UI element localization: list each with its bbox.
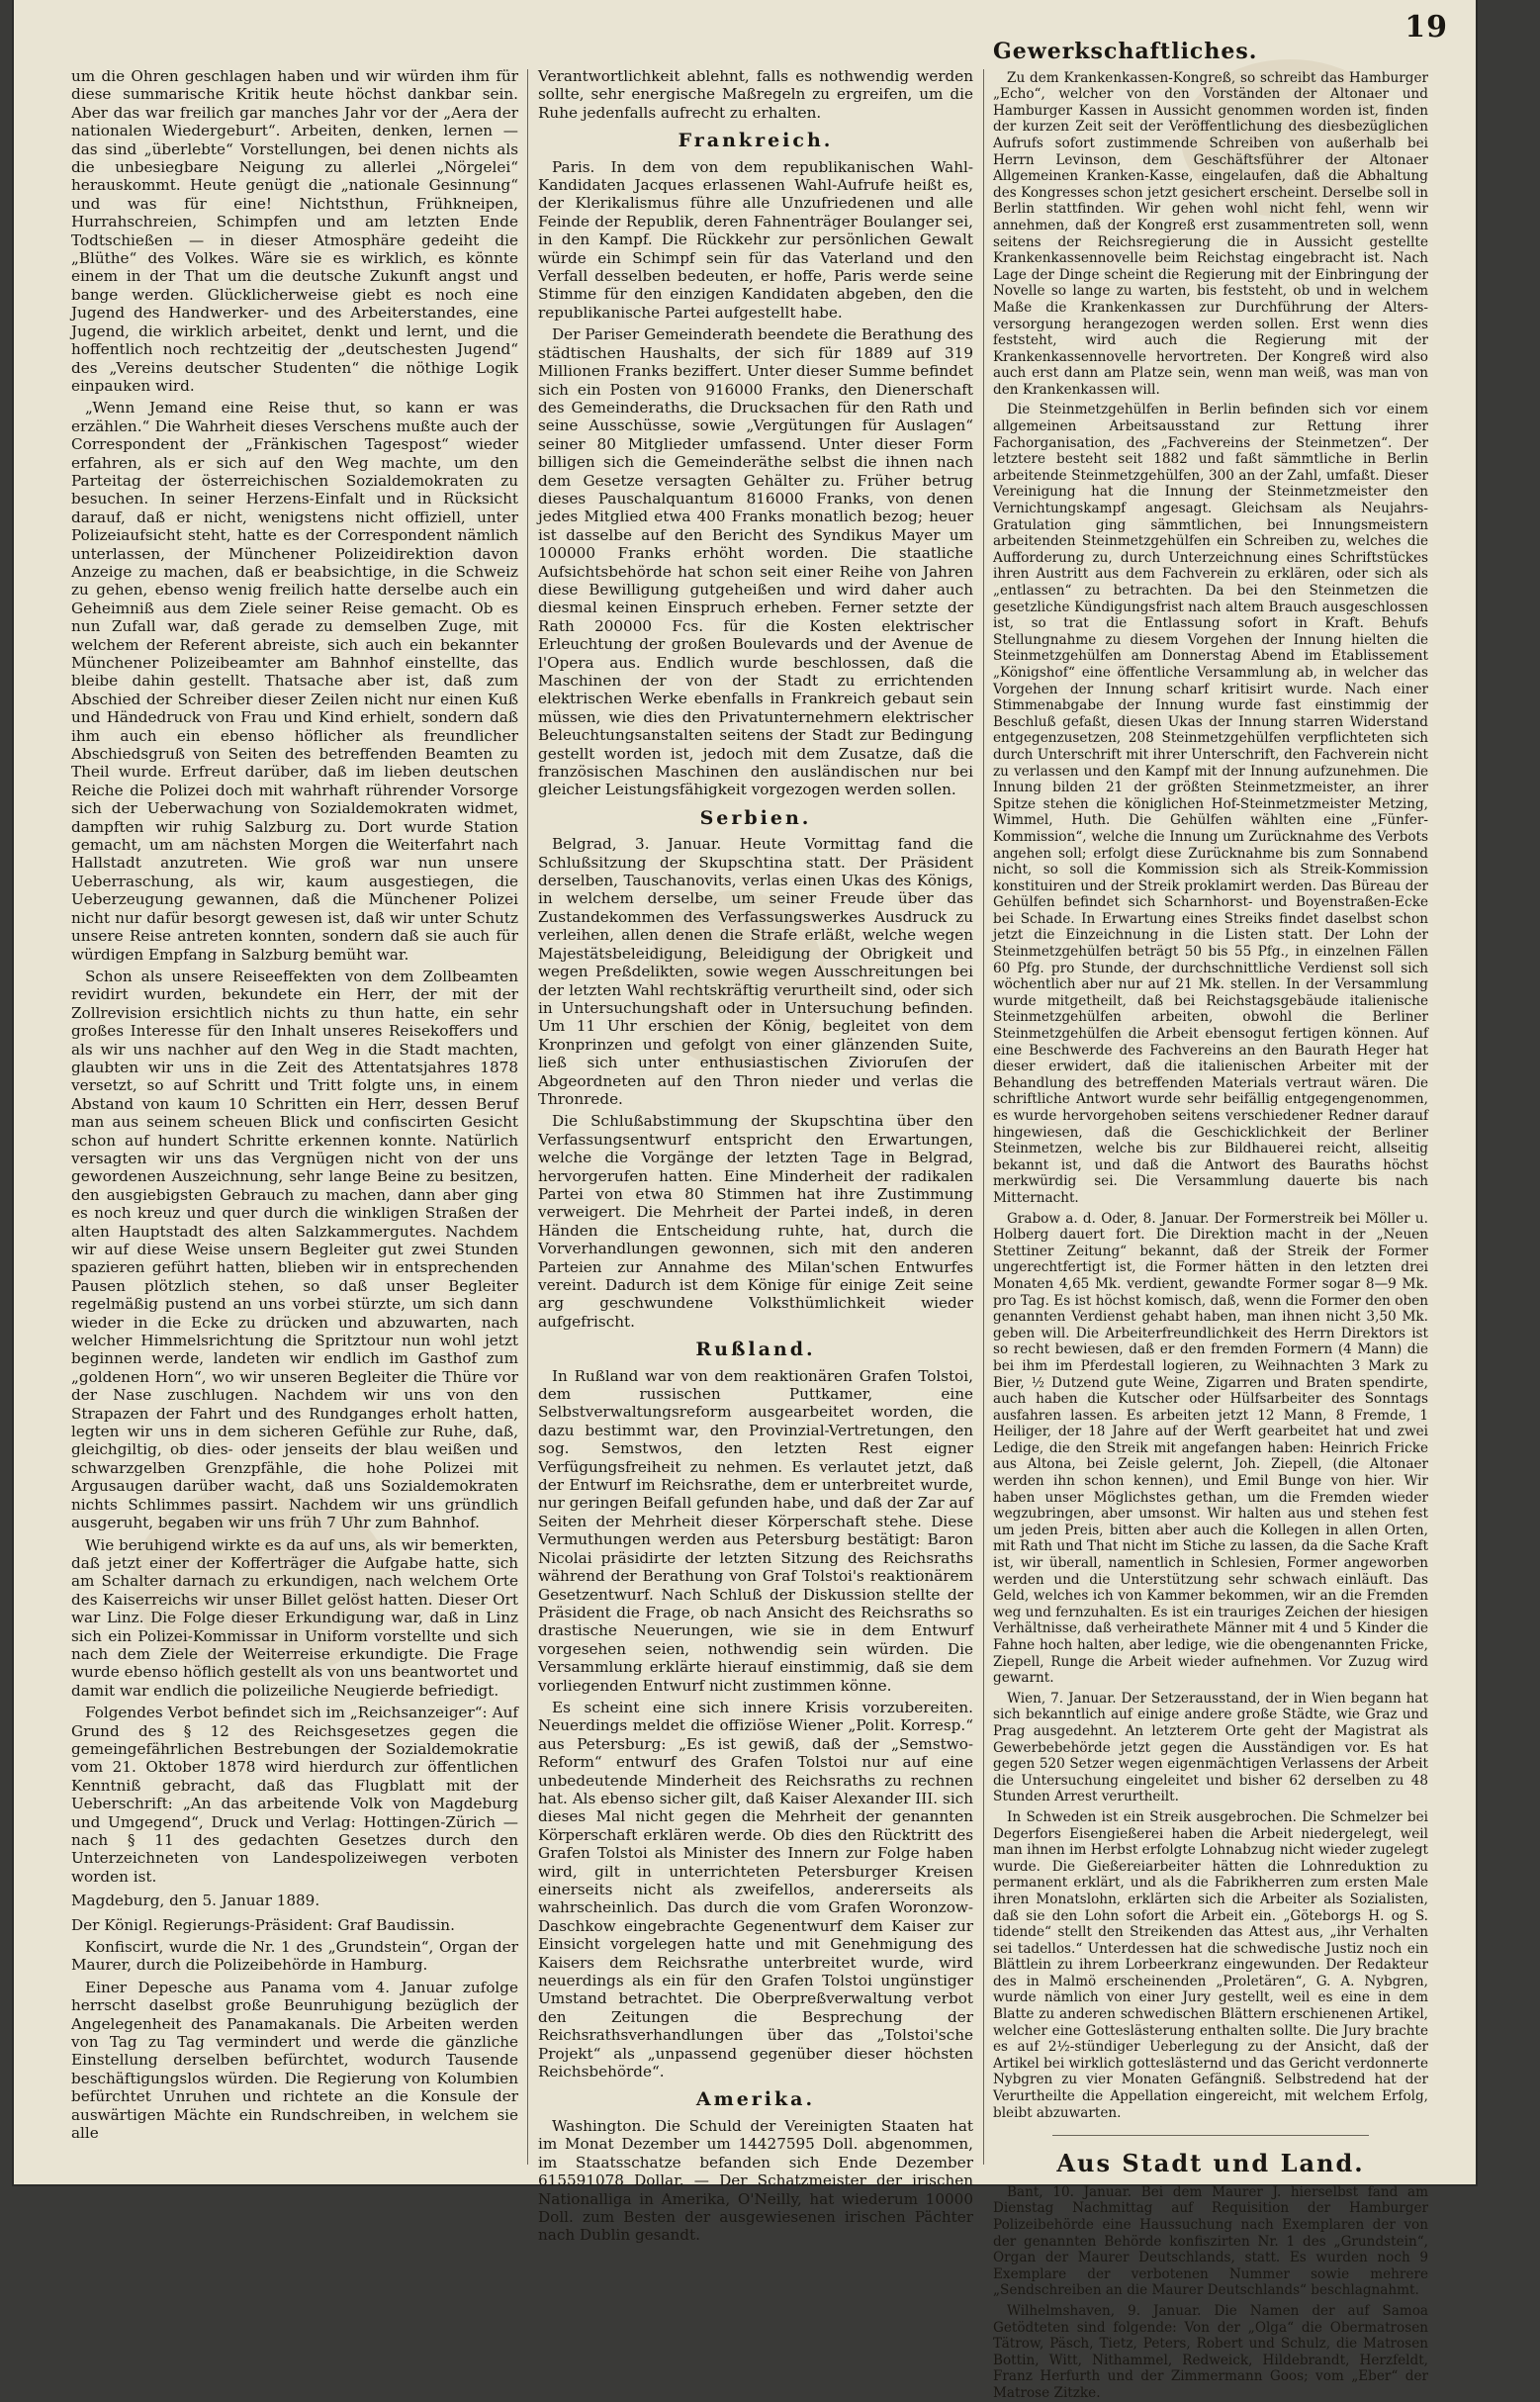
article-paragraph: Die Steinmetzgehülfen in Berlin befinden sich vor einem allgemeinen Arbeitsausstand zur Rettung ihrer Fachorganisation, des „Fachvereins der Steinmetzen“. Der letztere besteht seit 1882 und faßt sämmtliche in Berlin arbeitende Steinmetzgehülfen, 300 an der Zahl, umfaßt. Dieser Vereinigung hat die Innung der Steinmetzmeister den Vernichtungskampf angesagt. Gleichsam als Neujahrs-Gratulation ging sämmtlichen, bei Innungsmeistern arbeitenden Steinmetzgehülfen ein Schreiben zu, welches die Aufforderung zu, durch Unterzeichnung eines Schriftstückes ihren Austritt aus dem Fachverein zu erklären, oder sich als „entlassen“ zu betrachten. Da bei den Steinmetzen die gesetzliche Kündigungsfrist nach altem Brauch ausgeschlossen ist, so trat die Entlassung sofort in Kraft. Behufs Stellungnahme zu diesem Vorgehen der Innung hielten die Steinmetzgehülfen am Donnerstag Abend im Etablissement „Königshof“ eine öffentliche Versammlung ab, in welcher das Vorgehen der Innung scharf kritisirt wurde. Nach einer Stimmenabgabe der Innung wurde fast einstimmig der Beschluß gefaßt, diesen Ukas der Innung starren Widerstand entgegenzusetzen, 208 Steinmetzgehülfen verpflichteten sich durch Unterschrift mit ihrer Unterschrift, den Fachverein nicht zu verlassen und den Kampf mit der Innung aufzunehmen. Die Innung bilden 21 der größten Steinmetzmeister, an ihrer Spitze stehen die königlichen Hof-Steinmetzmeister Metzing, Wimmel, Huth. Die Gehülfen wählten eine „Fünfer-Kommission“, welche die Innung um Zurücknahme des Verbots angehen soll; erfolgt diese Zurücknahme bis zum Sonnabend nicht, so soll die Kommission sich als Streik-Kommission konstituiren und der Streik proklamirt werden. Das Büreau der Gehülfen befindet sich Scharnhorst- und Boyenstraßen-Ecke bei Schade. In Erwartung eines Streiks findet daselbst schon jetzt die Einzeichnung in die Listen statt. Der Lohn der Steinmetzgehülfen beträgt 50 bis 55 Pfg., in einzelnen Fällen 60 Pfg. pro Stunde, der durchschnittliche Verdienst soll sich wöchentlich aber nur auf 21 Mk. stellen. In der Versammlung wurde mitgetheilt, daß bei Reichstagsgebäude italienische Steinmetzgehülfen arbeiten, obwohl die Berliner Steinmetzgehülfen die Arbeit ebensogut fertigen können. Auf eine Beschwerde des Fachvereins an den Baurath Heger hat dieser erwidert, daß die italienischen Arbeiter mit der Behandlung des betreffenden Materials vertraut wären. Die schriftliche Antwort wurde sehr beifällig entgegengenommen, es wurde hervorgehoben seitens verschiedener Redner darauf hingewiesen, daß die Geschicklichkeit der Berliner Steinmetzen, welche bis zur Bildhauerei reicht, allseitig bekannt ist, und daß die Antwort des Bauraths höchst merkwürdig sei. Die Versammlung dauerte bis nach Mitternacht.: [993, 402, 1428, 1206]
article-paragraph: Folgendes Verbot befindet sich im „Reichsanzeiger“: Auf Grund des § 12 des Reichsgesetzes gegen die gemeingefährlichen Bestrebungen der Sozialdemokratie vom 21. Oktober 1878 wird hierdurch zur öffentlichen Kenntniß gebracht, daß das Flugblatt mit der Ueberschrift: „An das arbeitende Volk von Magdeburg und Umgegend“, Druck und Verlag: Hottingen-Zürich — nach § 11 des gedachten Gesetzes durch den Unterzeichneten von Landespolizeiwegen verboten worden ist.: [71, 1704, 518, 1886]
article-paragraph: Wilhelmshaven, 9. Januar. Die Namen der auf Samoa Getödteten sind folgende: Von der „Olga“ die Obermatrosen Tätrow, Päsch, Tietz, Peters, Robert und Schulz, die Matrosen Bottin, Witt, Nithammel, Redweick, Hildebrandt, Herzfeldt, Franz Herfurth und der Zimmermann Goos; vom „Eber“ der Matrose Zitzke.: [993, 2302, 1428, 2401]
section-heading-stadt-und-land: Aus Stadt und Land.: [1056, 2149, 1365, 2178]
article-paragraph: Wien, 7. Januar. Der Setzerausstand, der in Wien begann hat sich bekanntlich auf einige andere große Städte, wie Graz und Prag ausgedehnt. An letzterem Orte geht der Magistrat als Gewerbebehörde jetzt gegen die Ausständigen vor. Es hat gegen 520 Setzer wegen eigenmächtigen Verlassens der Arbeit die Untersuchung eingeleitet und bisher 62 derselben zu 48 Stunden Arrest verurtheilt.: [993, 1690, 1428, 1805]
article-paragraph: Washington. Die Schuld der Vereinigten Staaten hat im Monat Dezember um 14427595 Doll. abgenommen, im Staatsschatze befanden sich Ende Dezember 615591078 Dollar. — Der Schatzmeister der irischen Nationalliga in Amerika, O'Neilly, hat wiederum 10000 Doll. zum Besten der ausgewiesenen irischen Pächter nach Dublin gesandt.: [538, 2116, 973, 2245]
article-paragraph: Konfiscirt, wurde die Nr. 1 des „Grundstein“, Organ der Maurer, durch die Polizeibehörde in Hamburg.: [71, 1938, 518, 1975]
section-heading-amerika: Amerika.: [695, 2088, 816, 2111]
article-paragraph: Belgrad, 3. Januar. Heute Vormittag fand die Schlußsitzung der Skupschtina statt. Der Präsident derselben, Tauschanovits, verlas einen Ukas des Königs, in welchem derselbe, um seiner Freude über das Zustandekommen des Verfassungswerkes Ausdruck zu verleihen, allen denen die Strafe erläßt, welche wegen Majestätsbeleidigung, Beleidigung der Obrigkeit und wegen Preßdelikten, sowie wegen Ausschreitungen bei der letzten Wahl rechtskräftig verurtheilt sind, oder sich in Untersuchungshaft oder in Untersuchung befinden. Um 11 Uhr erschien der König, begleitet von dem Kronprinzen und gefolgt von einer glänzenden Suite, ließ sich unter enthusiastischen Zivioruſen der Abgeordneten auf den Thron nieder und verlas die Thronrede.: [538, 835, 973, 1108]
column-rule: [527, 69, 528, 2165]
article-paragraph: um die Ohren geschlagen haben und wir würden ihm für diese summarische Kritik heute höchst dankbar sein. Aber das war freilich gar manches Jahr vor der „Aera der nationalen Wiedergeburt“. Arbeiten, denken, lernen — das sind „überlebte“ Vorstellungen, bei denen nichts als die unbesiegbare Neigung zu allerlei „Nörgelei“ herauskommt. Heute genügt die „nationale Gesinnung“ und was für eine! Nichtsthun, Frühkneipen, Hurrahschreien, Schimpfen und am letzten Ende Todtschießen — in dieser Atmosphäre gedeiht die „Blüthe“ des Volkes. Wäre sie es wirklich, es könnte einem in der That um die deutsche Zukunft angst und bange werden. Glücklicherweise giebt es noch eine Jugend des Handwerker- und des Arbeiterstandes, eine Jugend, die wirklich arbeitet, denkt und lernt, und die hoffentlich noch rechtzeitig der „deutschesten Jugend“ des „Vereins deutscher Studenten“ die nöthige Logik einpauken wird.: [71, 67, 518, 395]
newspaper-page: [14, 0, 1476, 2401]
column-1: [71, 67, 518, 2165]
article-paragraph: Bant, 10. Januar. Bei dem Maurer J. hierselbst fand am Dienstag Nachmittag auf Requisition der Hamburger Polizeibehörde eine Haussuchung nach Exemplaren der von der genannten Behörde konfiszirten Nr. 1 des „Grundstein“, Organ der Maurer Deutschlands, statt. Es wurden noch 9 Exemplare der verbotenen Nummer sowie mehrere „Sendschreiben an die Maurer Deutschlands“ beschlagnahmt.: [993, 2183, 1428, 2299]
page-number: 19: [1404, 10, 1448, 45]
article-paragraph: „Wenn Jemand eine Reise thut, so kann er was erzählen.“ Die Wahrheit dieses Verschens mußte auch der Correspondent der „Fränkischen Tagespost“ wieder erfahren, als er sich auf den Weg machte, um den Parteitag der österreichischen Sozialdemokraten zu besuchen. In seiner Herzens-Einfalt und in Rücksicht darauf, daß er nicht, wenigstens nicht offiziell, unter Polizeiaufsicht steht, hatte es der Correspondent nämlich unterlassen, der Münchener Polizeidirektion davon Anzeige zu machen, daß er beabsichtige, in die Schweiz zu gehen, ebenso wenig freilich hatte derselbe auch ein Geheimniß aus dem Ziele seiner Reise gemacht. Ob es nun Zufall war, daß gerade zu demselben Zuge, mit welchem der Referent abreiste, sich auch ein bekannter Münchener Polizeibeamter am Bahnhof einstellte, das bleibe dahin gestellt. Thatsache aber ist, daß zum Abschied der Schreiber dieser Zeilen nicht nur einen Kuß und Händedruck von Frau und Kind erhielt, sondern daß ihm auch ein ebenso höflicher als freundlicher Abschiedsgruß von Seiten des betreffenden Beamten zu Theil wurde. Erfreut darüber, daß im lieben deutschen Reiche die Polizei doch mit wahrhaft rührender Vorsorge sich der Ueberwachung von Sozialdemokraten widmet, dampften wir ruhig Salzburg zu. Dort wurde Station gemacht, um am nächsten Morgen die Weiterfahrt nach Hallstadt anzutreten. Wie groß war nun unsere Ueberraschung, als wir, kaum ausgestiegen, die Ueberzeugung gewannen, daß die Münchener Polizei nicht nur dafür besorgt gewesen ist, daß wir unter Schutz unsere Reise antreten konnten, sondern daß sie auch für würdigen Empfang in Salzburg bemüht war.: [71, 399, 518, 964]
article-paragraph: Zu dem Krankenkassen-Kongreß, so schreibt das Hamburger „Echo“, welcher von den Vorständen der Altonaer und Hamburger Kassen in Aussicht genommen worden ist, finden der kurzen Zeit seit der Veröffentlichung des diesbezüglichen Aufrufs sofort zustimmende Schreiben von außerhalb bei Herrn Levinson, dem Geschäftsführer der Altonaer Allgemeinen Kranken-Kasse, eingelaufen, daß die Abhaltung des Kongresses schon jetzt gesichert erscheint. Derselbe soll in Berlin stattfinden. Wir gehen wohl nicht fehl, wenn wir annehmen, daß der Kongreß erst zusammentreten soll, wenn seitens der Reichsregierung die in Aussicht gestellte Krankenkassennovelle beim Reichstag eingebracht ist. Nach Lage der Dinge scheint die Regierung mit der Einbringung der Novelle so lange zu warten, bis feststeht, ob und in welchem Maße die Krankenkassen zur Durchführung der Alters- versorgung herangezogen werden sollen. Erst wenn dies feststeht, wird auch die Regierung mit der Krankenkassennovelle hervortreten. Der Kongreß wird also auch erst dann am Platze sein, wenn man weiß, was man von den Krankenkassen will.: [993, 69, 1428, 398]
article-paragraph: Einer Depesche aus Panama vom 4. Januar zufolge herrscht daselbst große Beunruhigung bezüglich der Angelegenheit des Panamakanals. Die Arbeiten werden von Tag zu Tag vermindert und werde die gänzliche Einstellung derselben befürchtet, wodurch Tausende beschäftigungslos würden. Die Regierung von Kolumbien befürchtet Unruhen und richtete an die Konsule der auswärtigen Mächte ein Rundschreiben, in welchem sie alle: [71, 1978, 518, 2143]
section-heading-serbien: Serbien.: [699, 806, 812, 829]
article-paragraph: Schon als unsere Reiseeffekten von dem Zollbeamten revidirt wurden, bekundete ein Herr, der mit der Zollrevision ersichtlich nichts zu thun hatte, ein sehr großes Interesse für den Inhalt unseres Reisekoffers und als wir uns nachher auf den Weg in die Stadt machten, glaubten wir uns in die Zeit des Attentatsjahres 1878 versetzt, so auf Schritt und Tritt folgte uns, in einem Abstand von kaum 10 Schritten ein Herr, dessen Beruf man aus seinem scheuen Blick und confiscirten Gesicht schon auf hundert Schritte erkennen konnte. Natürlich versagten wir uns das Vergnügen nicht von der uns gewordenen Auszeichnung, sehr lange Beine zu besitzen, den ausgiebigsten Gebrauch zu machen, dann aber ging es noch kreuz und quer durch die winkligen Straßen der alten Hauptstadt des alten Salzkammergutes. Nachdem wir auf diese Weise unsern Begleiter gut zwei Stunden spazieren geführt hatten, blieben wir in entsprechenden Pausen plötzlich stehen, so daß unser Begleiter regelmäßig pustend an uns vorbei stürzte, um sich dann wieder in die Ecke zu drücken und abzuwarten, nach welcher Himmelsrichtung die Spritztour nun wohl jetzt beginnen werde, landeten wir endlich im Gasthof zum „goldenen Horn“, wo wir unseren Begleiter die Thüre vor der Nase zuschlugen. Nachdem wir uns von den Strapazen der Fahrt und des Rundganges erholt hatten, legten wir uns in dem sicheren Gefühle zur Ruhe, daß, gleichgiltig, ob dies- oder jenseits der blau weißen und schwarzgelben Grenzpfähle, die hohe Polizei mit Argusaugen darüber wacht, daß uns Sozialdemokraten nichts Schlimmes passirt. Nachdem wir uns gründlich ausgeruht, begaben wir uns früh 7 Uhr zum Bahnhof.: [71, 967, 518, 1532]
article-paragraph: Der Pariser Gemeinderath beendete die Berathung des städtischen Haushalts, der sich für 1889 auf 319 Millionen Franks beziffert. Unter dieser Summe befindet sich ein Posten von 916000 Franks, den Dienerschaft des Gemeinderaths, die Drucksachen für den Rath und seine Ausschüsse, sowie „Vergütungen für Auslagen“ seiner 80 Mitglieder umfassend. Unter dieser Form billigen sich die Gemeinderäthe selbst die ihnen nach dem Gesetze versagten Gehälter zu. Früher betrug dieses Pauschalquantum 816000 Franks, von denen jedes Mitglied etwa 400 Franks monatlich bezog; heuer ist dasselbe auf den Bericht des Syndikus Mayer um 100000 Franks erhöht worden. Die staatliche Aufsichtsbehörde hat schon seit einer Reihe von Jahren diese Bewilligung gutgeheißen und wird daher auch diesmal keinen Einspruch erheben. Ferner setzte der Rath 200000 Fcs. für die Kosten elektrischer Erleuchtung der großen Boulevards und der Avenue de l'Opera aus. Endlich wurde beschlossen, daß die Maschinen der von der Stadt zu errichtenden elektrischen Werke ebenfalls in Frankreich gebaut sein müssen, wie dies den Privatunternehmern elektrischer Beleuchtungsanstalten seitens der Stadt zur Bedingung gestellt worden ist, jedoch mit dem Zusatze, daß die französischen Maschinen den ausländischen nur bei gleicher Leistungsfähigkeit vorgezogen werden sollen.: [538, 325, 973, 799]
signature-date: Magdeburg, den 5. Januar 1889.: [71, 1892, 320, 1910]
section-divider: [1052, 2135, 1369, 2136]
article-paragraph: Verantwortlichkeit ablehnt, falls es nothwendig werden sollte, sehr energische Maßregeln zu ergreifen, um die Ruhe jedenfalls aufrecht zu erhalten.: [538, 67, 973, 122]
column-2: [538, 67, 973, 2245]
column-3: [993, 39, 1428, 2401]
article-paragraph: Grabow a. d. Oder, 8. Januar. Der Formerstreik bei Möller u. Holberg dauert fort. Die Direktion macht in der „Neuen Stettiner Zeitung“ bekannt, daß der Streik der Former ungerechtfertigt ist, die Former hätten in den letzten drei Monaten 4,65 Mk. verdient, gewandte Former sogar 8—9 Mk. pro Tag. Es ist höchst komisch, daß, wenn die Former den oben genannten Verdienst gehabt haben, man ihnen nicht 3,50 Mk. geben will. Die Arbeiterfreundlichkeit des Herrn Direktors ist so recht bewiesen, daß er den fremden Formern (4 Mann) die bei ihm im Pferdestall logieren, zu Weihnachten 3 Mark zu Bier, ½ Dutzend gute Weine, Zigarren und Braten spendirte, auch haben die Kutscher oder Hülfsarbeiter des Sonntags ausfahren lassen. Es arbeiten jetzt 12 Mann, 8 Fremde, 1 Heiliger, der 18 Jahre auf der Werft gearbeitet hat und zwei Ledige, die den Streik mit angefangen haben: Heinrich Fricke aus Altona, bei Zeisle gelernt, Joh. Ziepell, (die Altonaer werden ihn schon kennen), und Emil Bunge von hier. Wir haben unser Möglichstes gethan, um die Fremden wieder wegzubringen, aber umsonst. Wir halten aus und stehen fest um jeden Preis, bitten aber auch die Kollegen in allen Orten, mit Rath und That nicht im Stiche zu lassen, da die Sache Kraft ist, wir überall, namentlich in Schlesien, Former angeworben werden und die Unterstützung sehr schwach einläuft. Das Geld, welches ich von Kammer bekommen, wir an die Fremden weg und fernzuhalten. Es ist ein trauriges Zeichen der hiesigen Verhältnisse, daß verheirathete Männer mit 4 und 5 Kinder die Fahne hoch halten, aber ledige, wie die obengenannten Fricke, Ziepell, Runge die Arbeit wieder aufnehmen. Vor Zuzug wird gewarnt.: [993, 1210, 1428, 1687]
article-paragraph: Es scheint eine sich innere Krisis vorzubereiten. Neuerdings meldet die offiziöse Wiener „Polit. Korresp.“ aus Petersburg: „Es ist gewiß, daß der „Semstwo-Reform“ entwurf des Grafen Tolstoi nur auf eine unbedeutende Minderheit des Reichsraths zu rechnen hat. Als ebenso sicher gilt, daß Kaiser Alexander III. sich dieses Mal nicht gegen die Mehrheit der genannten Körperschaft erklären werde. Ob dies den Rücktritt des Grafen Tolstoi als Minister des Innern zur Folge haben wird, gilt in unterrichteten Petersburger Kreisen einerseits nicht als zweifellos, andererseits als wahrscheinlich. Das durch die vom Grafen Woronzow-Daschkow eingebrachte Gegenentwurf dem Kaiser zur Einsicht vorgelegen hatte und mit Genehmigung des Kaisers dem Reichsrathe unterbreitet wurde, wird neuerdings als ein für den Grafen Tolstoi ungünstiger Umstand betrachtet. Die Oberpreßverwaltung verbot den Zeitungen die Besprechung der Reichsrathsverhandlungen über das „Tolstoi'sche Projekt“ als „unpassend gegenüber dieser höchsten Reichsbehörde“.: [538, 1698, 973, 2081]
signature-name: Der Königl. Regierungs-Präsident: Graf Baudissin.: [71, 1915, 455, 1934]
section-heading-russland: Rußland.: [695, 1339, 816, 1361]
column-rule: [983, 69, 984, 2165]
article-paragraph: Die Schlußabstimmung der Skupschtina über den Verfassungsentwurf entspricht den Erwartungen, welche die Vorgänge der letzten Tage in Belgrad, hervorgerufen hatten. Eine Minderheit der radikalen Partei von etwa 80 Stimmen hat ihre Zustimmung verweigert. Die Mehrheit der Partei indeß, in deren Händen die Entscheidung ruhte, hat, durch die Vorverhandlungen gewonnen, sich mit den anderen Parteien zur Annahme des Milan'schen Entwurfes vereint. Dadurch ist dem Könige für einige Zeit seine arg geschwundene Volksthümlichkeit wieder aufgefrischt.: [538, 1112, 973, 1331]
article-paragraph: In Schweden ist ein Streik ausgebrochen. Die Schmelzer bei Degerfors Eisengießerei haben die Arbeit niedergelegt, weil man ihnen im Herbst erfolgte Lohnabzug nicht wieder zugelegt wurde. Die Gießereiarbeiter hätten die Lohnreduktion zu permanent erklärt, und als die Fabrikherren zum ersten Male ihren Monatslohn, erklärten sich die Arbeiter als Sozialisten, daß sie den Lohn sofort die Arbeit ein. „Göteborgs H. og S. tidende“ stellt den Streikenden das Attest aus, „ihr Verhalten sei tadellos.“ Unterdessen hat die schwedische Justiz noch ein Blättlein zu ihrem Lorbeerkranz eingewunden. Der Redakteur des in Malmö erscheinenden „Proletären“, G. A. Nybgren, wurde nämlich von einer Jury gestellt, weil es eine in dem Blatte zu anderen schwedischen Blättern erschienenen Artikel, welcher eine Gotteslästerung enthalten sollte. Die Jury brachte es auf 2½-stündiger Ueberlegung zu der Ansicht, daß der Artikel bei wirklich gotteslästernd und das Gericht verdonnerte Nybgren zu vier Monaten Gefängniß. Selbstredend hat der Verurtheilte die Appellation eingereicht, mit welchem Erfolg, bleibt abzuwarten.: [993, 1808, 1428, 2121]
article-paragraph: Wie beruhigend wirkte es da auf uns, als wir bemerkten, daß jetzt einer der Kofferträger die Aufgabe hatte, sich am Schalter darnach zu erkundigen, nach welchem Orte des Kaiserreichs wir unser Billet gelöst hatten. Dieser Ort war Linz. Die Folge dieser Erkundigung war, daß in Linz sich ein Polizei-Kommissar in Uniform vorstellte und sich nach dem Ziele der Weiterreise erkundigte. Die Frage wurde ebenso höflich gestellt als von uns beantwortet und damit war endlich die polizeiliche Neugierde befriedigt.: [71, 1535, 518, 1700]
section-heading-frankreich: Frankreich.: [678, 130, 834, 152]
article-paragraph: In Rußland war von dem reaktionären Grafen Tolstoi, dem russischen Puttkamer, eine Selbstverwaltungsreform ausgearbeitet worden, die dazu bestimmt war, den Provinzial-Vertretungen, den sog. Semstwos, den letzten Rest eigner Verfügungsfreiheit zu nehmen. Es verlautet jetzt, daß der Entwurf im Reichsrathe, dem er unterbreitet wurde, nur geringen Beifall gefunden habe, und daß der Zar auf Seiten der Mehrheit dieser Körperschaft stehe. Diese Vermuthungen werden aus Petersburg bestätigt: Baron Nicolai präsidirte der letzten Sitzung des Reichsraths während der Berathung von Graf Tolstoi's reaktionärem Gesetzentwurf. Nach Schluß der Diskussion stellte der Präsident die Frage, ob nach Ansicht des Reichsraths so drastische Neuerungen, wie sie in dem Entwurf vorgesehen seien, nothwendig sein würden. Die Versammlung erklärte hierauf einstimmig, daß sie dem vorliegenden Entwurf nicht zustimmen könne.: [538, 1366, 973, 1695]
section-heading-gewerkschaftliches: Gewerkschaftliches.: [993, 39, 1258, 64]
article-paragraph: Paris. In dem von dem republikanischen Wahl-Kandidaten Jacques erlassenen Wahl-Aufrufe heißt es, der Klerikalismus führe alle Unzufriedenen und alle Feinde der Republik, deren Fahnenträger Boulanger sei, in den Kampf. Die Rückkehr zur persönlichen Gewalt würde ein Schimpf sein für das Vaterland und den Verfall desselben bedeuten, er hoffe, Paris werde seine Stimme für den einzigen Kandidaten abgeben, den die republikanische Partei aufgestellt habe.: [538, 157, 973, 322]
